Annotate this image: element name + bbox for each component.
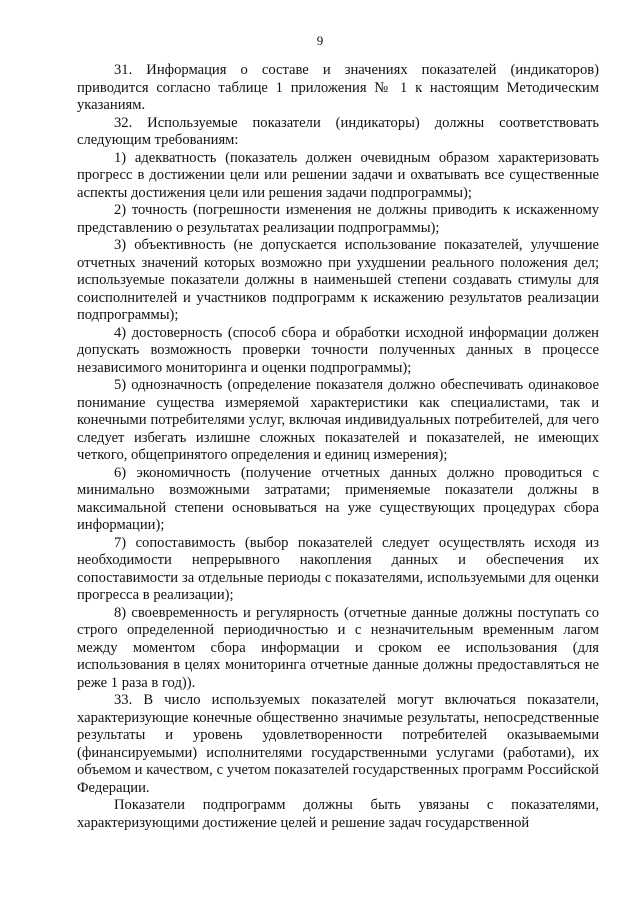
requirement-timeliness: 8) своевременность и регулярность (отчетные данные должны поступать со строго определенной периодичностью и с незначительным временным лагом между моментом сбора информации и сроком ее использования (для использования в целях мониторинга отчетные данные должны предоставляться не реже 1 раза в год)). (77, 604, 599, 691)
document-body (77, 62, 599, 832)
paragraph-31: 31. Информация о составе и значениях показателей (индикаторов) приводится согласно таблице 1 приложения № 1 к настоящим Методическим указаниям. (77, 62, 599, 113)
requirement-reliability: 4) достоверность (способ сбора и обработки исходной информации должен допускать возможность проверки точности полученных данных в процессе независимого мониторинга и оценки подпрограммы); (77, 324, 599, 376)
requirement-comparability: 7) сопоставимость (выбор показателей следует осуществлять исходя из необходимости непрерывного накопления данных и обеспечения их сопоставимости за отдельные периоды с показателями, используемыми для оценки прогресса в реализации); (77, 534, 599, 603)
requirement-economy: 6) экономичность (получение отчетных данных должно проводиться с минимально возможными затратами; применяемые показатели должны в максимальной степени основываться на уже существующих процедурах сбора информации); (77, 464, 599, 533)
requirement-adequacy: 1) адекватность (показатель должен очевидным образом характеризовать прогресс в достижении цели или решении задачи и охватывать все существенные аспекты достижения цели или решения задачи подпрограммы); (77, 149, 599, 201)
paragraph-indicators-linkage: Показатели подпрограмм должны быть увязаны с показателями, характеризующими достижение целей и решение задач государственной (77, 797, 599, 831)
requirement-unambiguity: 5) однозначность (определение показателя должно обеспечивать одинаковое понимание существа измеряемой характеристики как специалистами, так и конечными потребителями услуг, включая индивидуальных потребителей, для чего следует избегать излишне сложных показателей и показателей, не имеющих четкого, общепринятого определения и единиц измерения); (77, 377, 599, 463)
requirement-objectivity: 3) объективность (не допускается использование показателей, улучшение отчетных значений которых возможно при ухудшении реального положения дел; используемые показатели должны в наименьшей степени создавать стимулы для соисполнителей и участников подпрограмм к искажению результатов реализации подпрограммы); (77, 237, 599, 323)
requirement-accuracy: 2) точность (погрешности изменения не должны приводить к искаженному представлению о результатах реализации подпрограммы); (77, 202, 599, 236)
page-number: 9 (316, 33, 324, 48)
paragraph-33: 33. В число используемых показателей могут включаться показатели, характеризующие конечные общественно значимые результаты, непосредственные результаты и уровень удовлетворенности потребителей оказываемыми (финансируемыми) исполнителями государственными услугами (работами), их объемом и качеством, с учетом показателей государственных программ Российской Федерации. (77, 692, 599, 796)
paragraph-32: 32. Используемые показатели (индикаторы) должны соответствовать следующим требованиям: (77, 114, 599, 148)
